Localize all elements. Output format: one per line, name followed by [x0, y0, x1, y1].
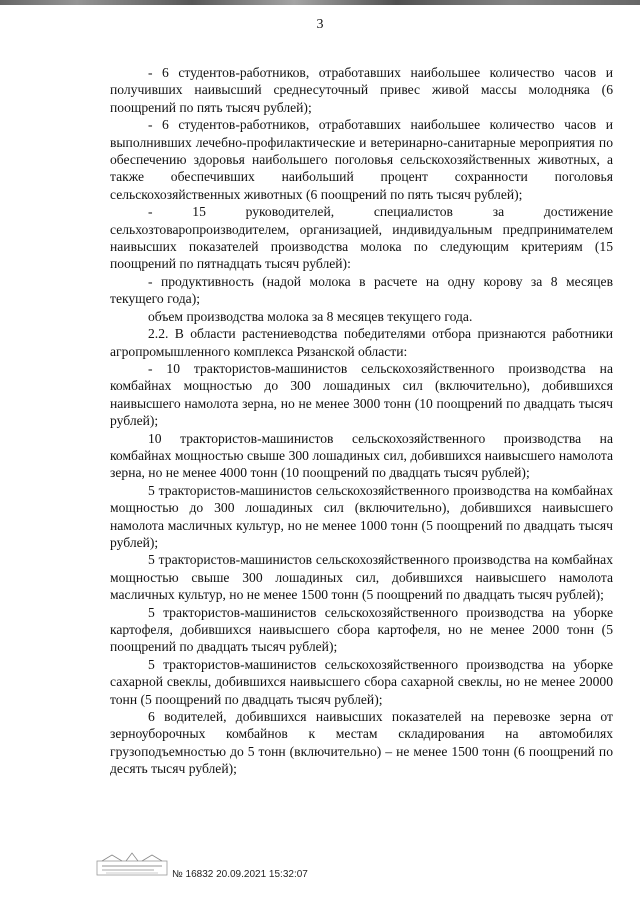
paragraph: 5 трактористов-машинистов сельскохозяйственного производства на комбайнах мощностью свыше 300 лошадиных сил, добившихся наивысшего намолота масличных культур, но не менее 1500 тонн (5 поощрений по двадцать тысяч рублей);	[110, 552, 613, 603]
paragraph: 2.2. В области растениеводства победителями отбора признаются работники агропромышленного комплекса Рязанской области:	[110, 326, 613, 359]
registration-stamp-icon	[96, 851, 168, 877]
paragraph: 5 трактористов-машинистов сельскохозяйственного производства на уборке картофеля, добившихся наивысшего сбора картофеля, но не менее 2000 тонн (5 поощрений по двадцать тысяч рублей);	[110, 604, 613, 655]
paragraph: - 10 трактористов-машинистов сельскохозяйственного производства на комбайнах мощностью до 300 лошадиных сил (включительно), добившихся наивысшего намолота зерна, но не менее 3000 тонн (10 поощрений по двадцать тысяч рублей);	[110, 360, 613, 429]
paragraph: - 6 студентов-работников, отработавших наибольшее количество часов и выполнивших лечебно-профилактические и ветеринарно-санитарные мероприятия по обеспечению здоровья наибольшего поголовья сельскохозяйственных животных, а также обеспечивших наибольший процент сохранности поголовья сельскохозяйственных животных (6 поощрений по пять тысяч рублей);	[110, 117, 613, 202]
paragraph: - продуктивность (надой молока в расчете на одну корову за 8 месяцев текущего года);	[110, 273, 613, 307]
page-number: 3	[316, 17, 324, 32]
document-body	[110, 64, 613, 778]
paragraph: - 6 студентов-работников, отработавших наибольшее количество часов и получивших наивысший среднесуточный привес живой массы молодняка (6 поощрений по пять тысяч рублей);	[110, 65, 613, 115]
paragraph: 10 трактористов-машинистов сельскохозяйственного производства на комбайнах мощностью свыше 300 лошадиных сил, добившихся наивысшего намолота зерна, но не менее 4000 тонн (10 поощрений по двадцать тысяч рублей);	[110, 430, 613, 481]
paragraph: объем производства молока за 8 месяцев текущего года.	[148, 308, 473, 324]
paragraph: 6 водителей, добившихся наивысших показателей на перевозке зерна от зерноуборочных комбайнов к местам складирования на автомобилях грузоподъемностью до 5 тонн (включительно) – не менее 1500 тонн (6 поощрений по десять тысяч рублей);	[110, 709, 613, 777]
scan-top-edge	[0, 0, 640, 5]
document-footer	[96, 851, 616, 891]
paragraph: 5 трактористов-машинистов сельскохозяйственного производства на уборке сахарной свеклы, добившихся наивысшего сбора сахарной свеклы, но не менее 20000 тонн (5 поощрений по двадцать тысяч рублей);	[110, 656, 613, 707]
paragraph: 5 трактористов-машинистов сельскохозяйственного производства на комбайнах мощностью до 300 лошадиных сил (включительно), добившихся наивысшего намолота масличных культур, но не менее 1000 тонн (5 поощрений по двадцать тысяч рублей);	[110, 482, 613, 550]
document-registration-number: № 16832 20.09.2021 15:32:07	[172, 869, 308, 880]
paragraph: - 15 руководителей, специалистов за достижение сельхозтоваропроизводителем, организацией, индивидуальным предпринимателем наивысших показателей производства молока по следующим критериям (15 поощрений по пятнадцать тысяч рублей):	[110, 204, 613, 272]
